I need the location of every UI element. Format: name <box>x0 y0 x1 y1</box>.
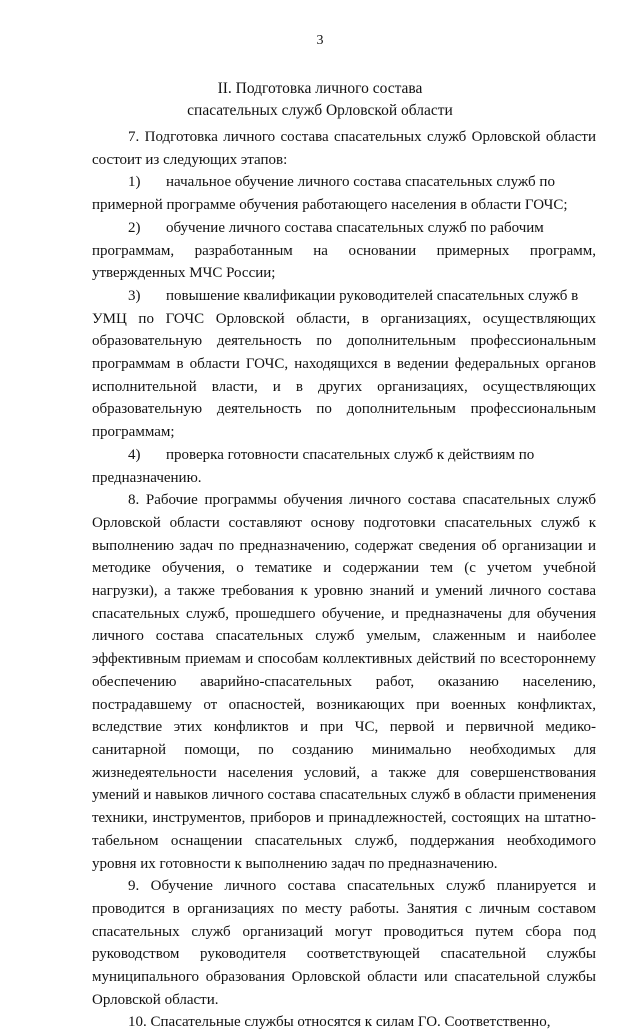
list-item-text-continuation: предназначению. <box>92 469 202 486</box>
list-item-number: 3) <box>128 287 141 304</box>
list-item-text-first-line: повышение квалификации руководителей спасательных служб в <box>166 287 579 304</box>
paragraph-8: 8. Рабочие программы обучения личного состава спасательных служб Орловской области составляют основу подготовки спасательных служб к выполнению задач по предназначению, содержат сведения об организации и методике обучения, о тематике и содержании тем (с учетом учебной нагрузки), а также требования к уровню знаний и умений личного состава спасательных служб, прошедшего обучение, и предназначены для обучения личного состава спасательных служб умелым, слаженным и наиболее эффективным приемам и способам коллективных действий по всестороннему обеспечению аварийно-спасательных работ, оказанию населению, пострадавшему от опасностей, возникающих при военных конфликтах, вследствие этих конфликтов и при ЧС, первой и первичной медико-санитарной помощи, по созданию минимально необходимых для жизнедеятельности населения условий, а также для совершенствования умений и навыков личного состава спасательных служб в области применения техники, инструментов, приборов и принадлежностей, состоящих на штатно-табельном оснащении спасательных служб, поддержания необходимого уровня их готовности к выполнению задач по предназначению. <box>92 492 596 872</box>
section-heading-line-2: спасательных служб Орловской области <box>187 102 453 119</box>
section-heading-line-1: II. Подготовка личного состава <box>217 80 423 97</box>
list-item <box>92 217 596 285</box>
list-item <box>92 285 596 444</box>
list-item-text-continuation: программам, разработанным на основании примерных программ, утвержденных МЧС России; <box>92 242 596 282</box>
document-body <box>92 126 596 1034</box>
list-item <box>92 171 596 216</box>
list-item-number: 4) <box>128 446 141 463</box>
section-heading <box>0 78 640 122</box>
list-item-number: 2) <box>128 219 141 236</box>
list-item-number: 1) <box>128 174 141 191</box>
list-item <box>92 444 596 489</box>
page-number: 3 <box>316 33 324 48</box>
list-item-text-first-line: начальное обучение личного состава спасательных служб по <box>166 174 555 191</box>
paragraph-7-intro: 7. Подготовка личного состава спасательных служб Орловской области состоит из следующих этапов: <box>92 129 596 168</box>
list-item-text-continuation: УМЦ по ГОЧС Орловской области, в организациях, осуществляющих образовательную деятельность по дополнительным профессиональным программам в области ГОЧС, находящихся в ведении федеральных органов исполнительной власти, и в других организациях, осуществляющих образовательную деятельность по дополнительным профессиональным программам; <box>92 310 596 441</box>
paragraph-9: 9. Обучение личного состава спасательных служб планируется и проводится в организациях по месту работы. Занятия с личным составом спасательных служб организаций могут проводиться путем сбора под руководством руководителя соответствующей спасательной службы муниципального образования Орловской области или спасательной службы Орловской области. <box>92 878 596 1008</box>
paragraph-10: 10. Спасательные службы относятся к силам ГО. Соответственно, <box>128 1014 551 1031</box>
list-item-text-first-line: проверка готовности спасательных служб к действиям по <box>166 446 535 463</box>
list-item-text-continuation: примерной программе обучения работающего населения в области ГОЧС; <box>92 197 568 214</box>
list-item-text-first-line: обучение личного состава спасательных служб по рабочим <box>166 219 544 236</box>
